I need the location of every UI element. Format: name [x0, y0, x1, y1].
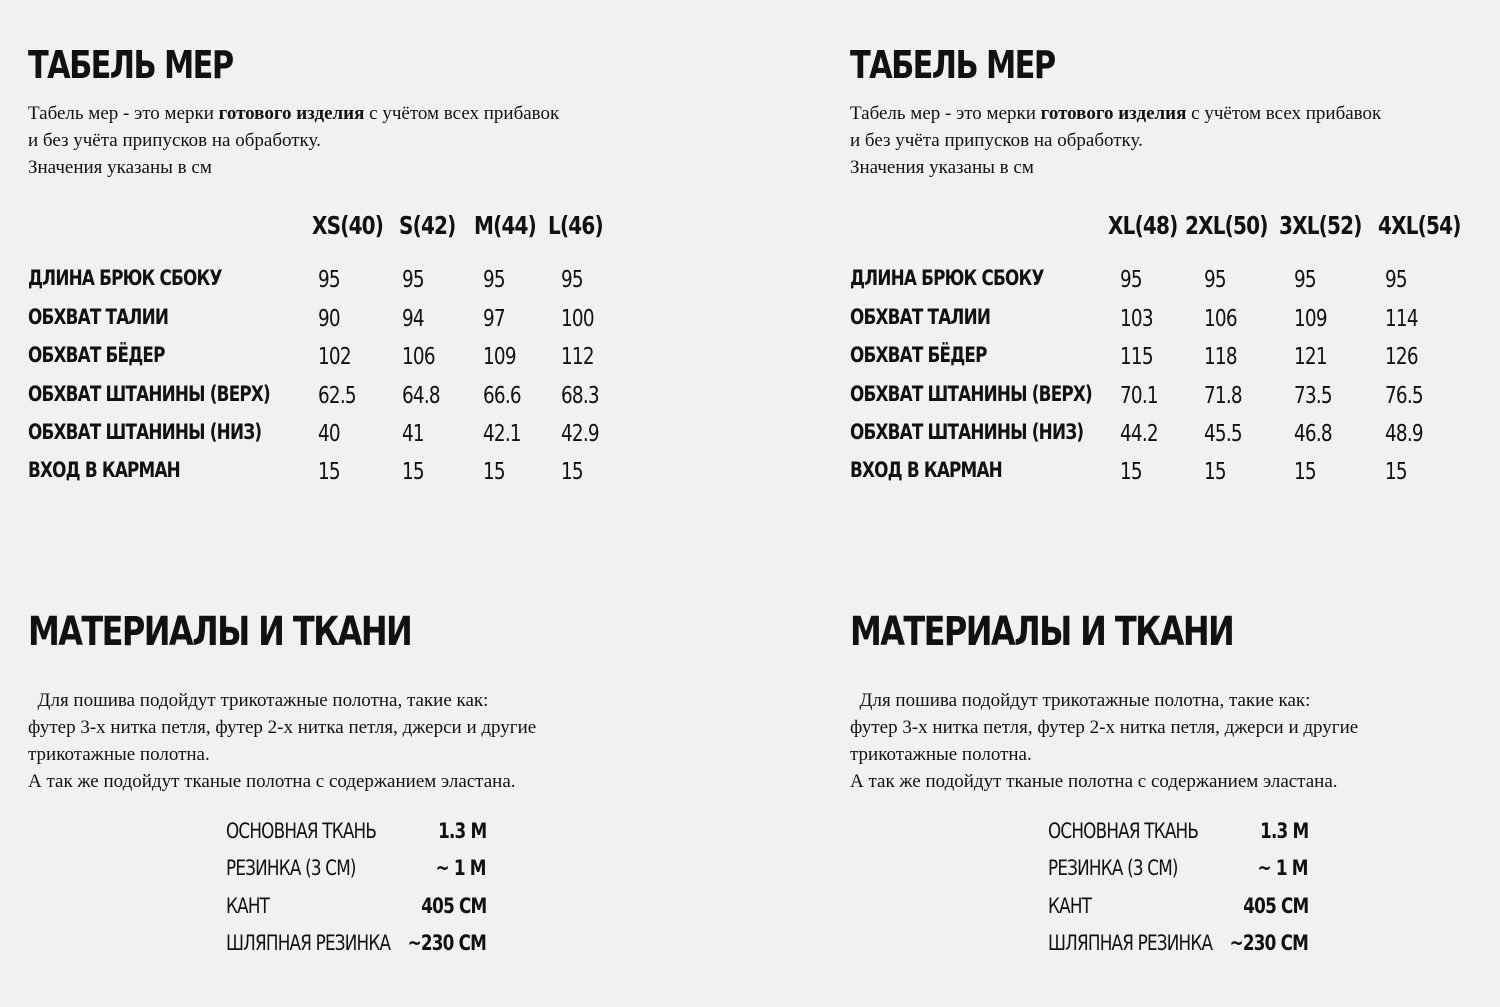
intro-text: и без учёта припусков на обработку. — [850, 130, 1143, 151]
table-cell: 45.5 — [1204, 421, 1242, 447]
material-label: ОСНОВНАЯ ТКАНЬ — [1048, 819, 1199, 843]
material-value: ~ 1 М — [1257, 856, 1308, 880]
table-cell: 15 — [1120, 459, 1142, 485]
size-header: M(44) — [474, 211, 537, 240]
size-header: 4XL(54) — [1378, 211, 1461, 240]
table-cell: 102 — [318, 344, 351, 370]
size-header: L(46) — [548, 211, 603, 240]
units-note: Значения указаны в см — [850, 157, 1034, 178]
table-cell: 114 — [1385, 306, 1418, 332]
material-value: 405 СМ — [420, 894, 486, 918]
materials-line: Для пошива подойдут трикотажные полотна, такие как: — [850, 690, 1311, 711]
intro-text: Табель мер - это мерки — [850, 103, 1041, 124]
table-cell: 106 — [402, 344, 435, 370]
panel-right — [850, 0, 1500, 1007]
material-value: ~ 1 М — [435, 856, 486, 880]
intro-text: и без учёта припусков на обработку. — [28, 130, 321, 151]
materials-line: футер 3-х нитка петля, футер 2-х нитка петля, джерси и другие — [850, 717, 1359, 738]
row-label: ОБХВАТ ТАЛИИ — [28, 305, 169, 329]
size-header: 2XL(50) — [1185, 211, 1268, 240]
table-cell: 66.6 — [483, 383, 521, 409]
table-cell: 95 — [1204, 267, 1226, 293]
table-cell: 90 — [318, 306, 340, 332]
table-cell: 95 — [318, 267, 340, 293]
size-header: 3XL(52) — [1279, 211, 1362, 240]
table-cell: 109 — [483, 344, 516, 370]
material-value: ~230 СМ — [407, 931, 486, 955]
size-table-intro — [850, 100, 1381, 181]
material-label: РЕЗИНКА (3 СМ) — [1048, 856, 1178, 880]
material-value: 1.3 М — [1259, 819, 1308, 843]
table-cell: 100 — [561, 306, 594, 332]
row-label: ОБХВАТ ТАЛИИ — [850, 305, 991, 329]
table-cell: 70.1 — [1120, 383, 1158, 409]
table-cell: 97 — [483, 306, 505, 332]
material-value: ~230 СМ — [1229, 931, 1308, 955]
materials-line: трикотажные полотна. — [28, 744, 210, 765]
row-label: ОБХВАТ БЁДЕР — [850, 343, 987, 367]
table-cell: 68.3 — [561, 383, 599, 409]
table-cell: 94 — [402, 306, 424, 332]
materials-line: А так же подойдут тканые полотна с содержанием эластана. — [28, 771, 516, 792]
materials-line: трикотажные полотна. — [850, 744, 1032, 765]
materials-title: МАТЕРИАЛЫ И ТКАНИ — [850, 609, 1234, 655]
material-label: ШЛЯПНАЯ РЕЗИНКА — [1048, 931, 1213, 955]
table-cell: 15 — [1294, 459, 1316, 485]
materials-line: Для пошива подойдут трикотажные полотна, такие как: — [28, 690, 489, 711]
table-cell: 44.2 — [1120, 421, 1158, 447]
table-cell: 15 — [561, 459, 583, 485]
row-label: ОБХВАТ БЁДЕР — [28, 343, 165, 367]
table-cell: 95 — [1294, 267, 1316, 293]
material-value: 405 СМ — [1242, 894, 1308, 918]
materials-description — [28, 687, 536, 795]
intro-bold-text: готового изделия — [218, 103, 365, 124]
size-table-title: ТАБЕЛЬ МЕР — [28, 43, 233, 87]
material-label: КАНТ — [226, 894, 270, 918]
table-cell: 118 — [1204, 344, 1237, 370]
materials-line: футер 3-х нитка петля, футер 2-х нитка петля, джерси и другие — [28, 717, 537, 738]
table-cell: 109 — [1294, 306, 1327, 332]
table-cell: 76.5 — [1385, 383, 1423, 409]
materials-description — [850, 687, 1358, 795]
table-cell: 15 — [402, 459, 424, 485]
row-label: ДЛИНА БРЮК СБОКУ — [850, 266, 1044, 290]
table-cell: 95 — [1385, 267, 1407, 293]
table-cell: 121 — [1294, 344, 1327, 370]
table-cell: 48.9 — [1385, 421, 1423, 447]
size-header: S(42) — [399, 211, 456, 240]
table-cell: 126 — [1385, 344, 1418, 370]
table-cell: 42.1 — [483, 421, 521, 447]
table-cell: 71.8 — [1204, 383, 1242, 409]
table-cell: 112 — [561, 344, 594, 370]
row-label: ОБХВАТ ШТАНИНЫ (ВЕРХ) — [850, 382, 1092, 406]
row-label: ОБХВАТ ШТАНИНЫ (НИЗ) — [850, 420, 1084, 444]
table-cell: 42.9 — [561, 421, 599, 447]
units-note: Значения указаны в см — [28, 157, 212, 178]
intro-text: с учётом всех прибавок — [364, 103, 560, 124]
table-cell: 62.5 — [318, 383, 356, 409]
table-cell: 15 — [483, 459, 505, 485]
size-header: XS(40) — [312, 211, 384, 240]
table-cell: 15 — [318, 459, 340, 485]
intro-text: с учётом всех прибавок — [1186, 103, 1382, 124]
size-table-title: ТАБЕЛЬ МЕР — [850, 43, 1055, 87]
material-label: ШЛЯПНАЯ РЕЗИНКА — [226, 931, 391, 955]
table-cell: 95 — [561, 267, 583, 293]
panel-left — [28, 0, 728, 1007]
table-cell: 106 — [1204, 306, 1237, 332]
size-table-intro — [28, 100, 559, 181]
intro-text: Табель мер - это мерки — [28, 103, 219, 124]
materials-title: МАТЕРИАЛЫ И ТКАНИ — [28, 609, 412, 655]
row-label: ВХОД В КАРМАН — [850, 458, 1002, 482]
table-cell: 73.5 — [1294, 383, 1332, 409]
intro-bold-text: готового изделия — [1040, 103, 1187, 124]
material-label: ОСНОВНАЯ ТКАНЬ — [226, 819, 377, 843]
table-cell: 95 — [1120, 267, 1142, 293]
table-cell: 95 — [483, 267, 505, 293]
row-label: ОБХВАТ ШТАНИНЫ (НИЗ) — [28, 420, 262, 444]
row-label: ОБХВАТ ШТАНИНЫ (ВЕРХ) — [28, 382, 270, 406]
size-header: XL(48) — [1108, 211, 1178, 240]
materials-line: А так же подойдут тканые полотна с содержанием эластана. — [850, 771, 1338, 792]
table-cell: 64.8 — [402, 383, 440, 409]
table-cell: 115 — [1120, 344, 1153, 370]
table-cell: 46.8 — [1294, 421, 1332, 447]
table-cell: 15 — [1204, 459, 1226, 485]
material-label: РЕЗИНКА (3 СМ) — [226, 856, 356, 880]
material-label: КАНТ — [1048, 894, 1092, 918]
table-cell: 95 — [402, 267, 424, 293]
table-cell: 15 — [1385, 459, 1407, 485]
table-cell: 41 — [402, 421, 424, 447]
row-label: ВХОД В КАРМАН — [28, 458, 180, 482]
material-value: 1.3 М — [437, 819, 486, 843]
table-cell: 103 — [1120, 306, 1153, 332]
row-label: ДЛИНА БРЮК СБОКУ — [28, 266, 222, 290]
table-cell: 40 — [318, 421, 340, 447]
